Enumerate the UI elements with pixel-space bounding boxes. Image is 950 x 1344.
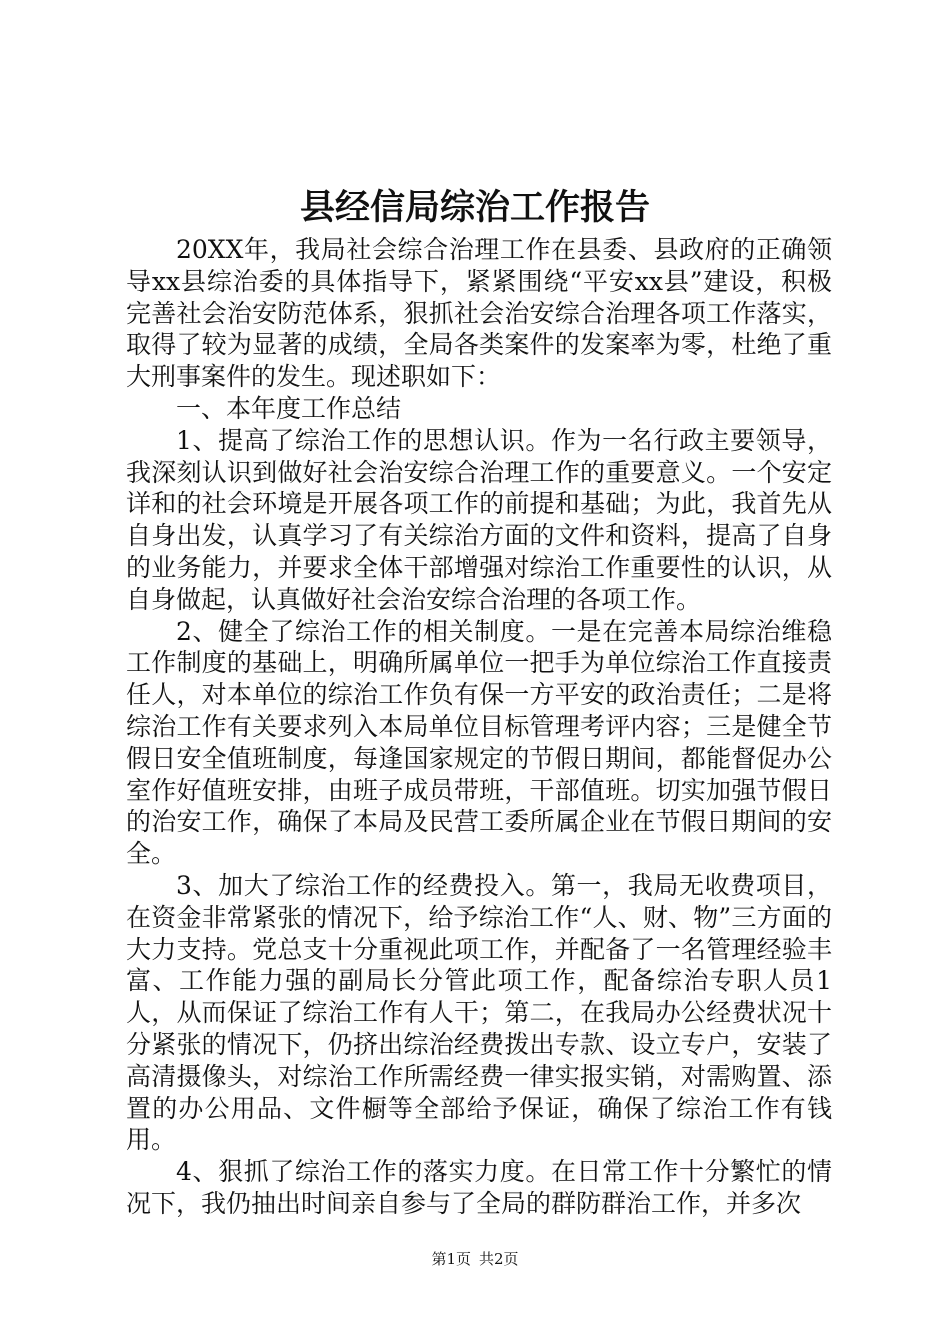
page-number-total: 共2页 — [479, 1250, 519, 1268]
document-title: 县经信局综治工作报告 — [299, 187, 650, 228]
paragraph-item-1: 1、提高了综治工作的思想认识。作为一名行政主要领导，我深刻认识到做好社会治安综合治理工作的重要意义。一个安定详和的社会环境是开展各项工作的前提和基础；为此，我首先从自身出发，认真学习了有关综治方面的文件和资料，提高了自身的业务能力，并要求全体干部增强对综治工作重要性的认识，从自身做起，认真做好社会治安综合治理的各项工作。 — [126, 425, 832, 614]
section-heading-summary: 一、本年度工作总结 — [176, 393, 402, 423]
paragraph-item-4: 4、狠抓了综治工作的落实力度。在日常工作十分繁忙的情况下，我仍抽出时间亲自参与了全局的群防群治工作，并多次 — [126, 1157, 832, 1218]
page-footer — [0, 1249, 950, 1269]
document-body — [126, 234, 832, 1220]
paragraph-item-2: 2、健全了综治工作的相关制度。一是在完善本局综治维稳工作制度的基础上，明确所属单位一把手为单位综治工作直接责任人，对本单位的综治工作负有保一方平安的政治责任；二是将综治工作有关要求列入本局单位目标管理考评内容；三是健全节假日安全值班制度，每逢国家规定的节假日期间，都能督促办公室作好值班安排，由班子成员带班，干部值班。切实加强节假日的治安工作，确保了本局及民营工委所属企业在节假日期间的安全。 — [126, 616, 832, 869]
paragraph-intro: 20XX年，我局社会综合治理工作在县委、县政府的正确领导xx县综治委的具体指导下，紧紧围绕“平安xx县”建设，积极完善社会治安防范体系，狠抓社会治安综合治理各项工作落实，取得了较为显著的成绩，全局各类案件的发案率为零，杜绝了重大刑事案件的发生。现述职如下： — [126, 235, 832, 392]
paragraph-item-3: 3、加大了综治工作的经费投入。第一，我局无收费项目，在资金非常紧张的情况下，给予综治工作“人、财、物”三方面的大力支持。党总支十分重视此项工作，并配备了一名管理经验丰富、工作能力强的副局长分管此项工作，配备综治专职人员1人，从而保证了综治工作有人干；第二，在我局办公经费状况十分紧张的情况下，仍挤出综治经费拨出专款、设立专户，安装了高清摄像头，对综治工作所需经费一律实报实销，对需购置、添置的办公用品、文件橱等全部给予保证，确保了综治工作有钱用。 — [126, 870, 832, 1155]
page-number-current: 第1页 — [431, 1250, 471, 1268]
